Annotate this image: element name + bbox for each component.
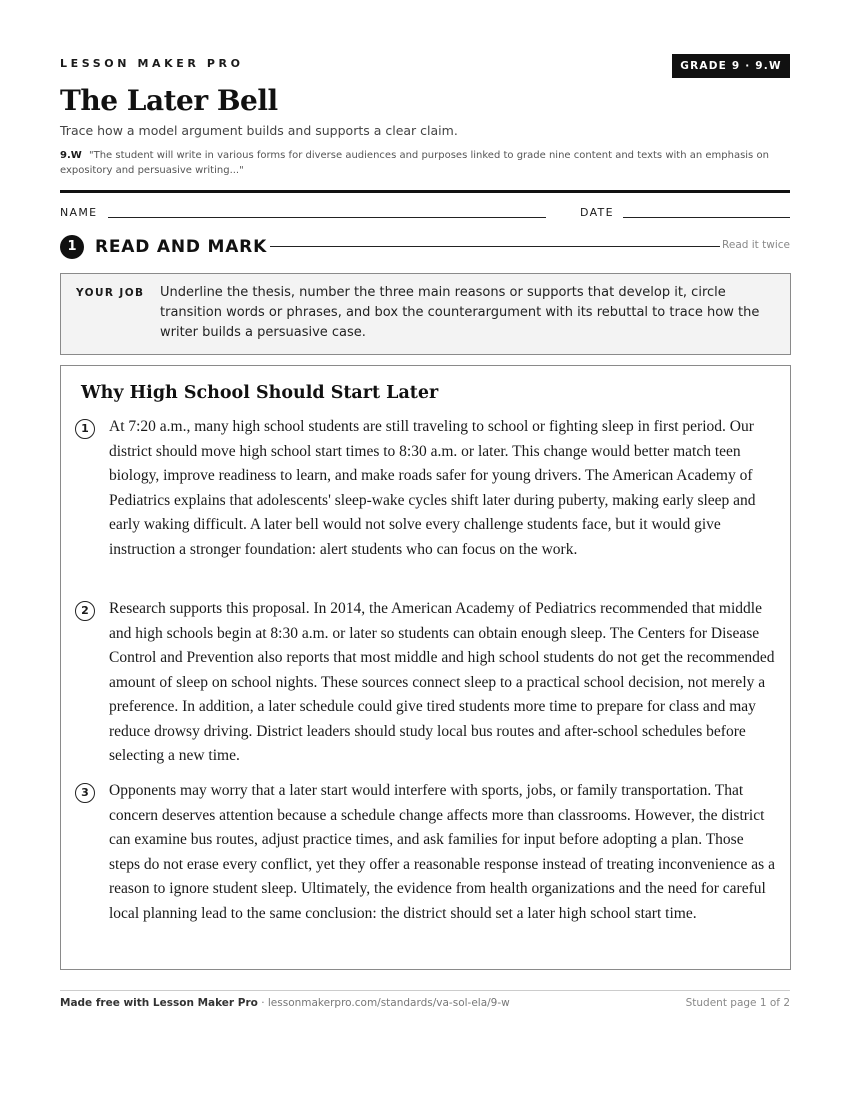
paragraph-number-badge: 3 [75, 783, 95, 803]
header-divider [60, 190, 790, 193]
paragraph-number-badge: 2 [75, 601, 95, 621]
page-subtitle: Trace how a model argument builds and supports a clear claim. [60, 123, 458, 138]
footer-divider [60, 990, 790, 991]
paragraph-text: At 7:20 a.m., many high school students are still traveling to school or fighting sleep in first period. Our district should move high school start times to 8:30 a.m. or later. This change would better match teen biology, improve readiness to learn, and make roads safer for young drivers. The American Academy of Pediatrics explains that adolescents' sleep-wake cycles shift later during puberty, making early sleep and early waking difficult. A later bell would not solve every challenge students face, but it would give instruction a stronger foundation: alert students who can focus on the work. [109, 418, 756, 558]
section-title: READ AND MARK [95, 237, 268, 257]
date-label: DATE [580, 206, 614, 219]
section-number-badge: 1 [60, 235, 84, 259]
grade-badge: GRADE 9 · 9.W [672, 54, 790, 78]
name-label: NAME [60, 206, 98, 219]
job-instructions-box [60, 273, 791, 355]
section-header [60, 235, 790, 259]
page-title: The Later Bell [60, 84, 278, 117]
passage-box [60, 365, 791, 970]
job-instructions-text: Underline the thesis, number the three main reasons or supports that develop it, circle transition words or phrases, and box the counterargument with its rebuttal to trace how the writer builds a persuasive case. [160, 285, 760, 340]
standard-text: "The student will write in various forms for diverse audiences and purposes linked to grade nine content and texts with an emphasis on expository and persuasive writing..." [60, 150, 769, 176]
footer-page-number: Student page 1 of 2 [685, 997, 790, 1009]
footer-url[interactable]: · lessonmakerpro.com/standards/va-sol-ela/9-w [257, 997, 510, 1009]
paragraph-text: Research supports this proposal. In 2014, the American Academy of Pediatrics recommended that middle and high schools begin at 8:30 a.m. or later so students can obtain enough sleep. The Centers for Disease Control and Prevention also reports that most middle and high school students do not get the recommended amount of sleep on school nights. These sources connect sleep to a practical school decision, not merely a preference. In addition, a later schedule could give tired students more time to prepare for class and may reduce drowsy driving. District leaders should study local bus routes and after-school schedules before selecting a new time. [109, 600, 775, 764]
section-note: Read it twice [722, 239, 790, 251]
brand-label: LESSON MAKER PRO [60, 57, 244, 70]
footer-made-with: Made free with Lesson Maker Pro [60, 997, 258, 1009]
job-label: YOUR JOB [76, 287, 145, 299]
standard-statement [60, 148, 790, 178]
passage-title: Why High School Should Start Later [81, 383, 439, 403]
paragraph-number-badge: 1 [75, 419, 95, 439]
date-field-line[interactable] [623, 217, 790, 218]
name-field-line[interactable] [108, 217, 546, 218]
paragraph-text: Opponents may worry that a later start would interfere with sports, jobs, or family transportation. That concern deserves attention because a schedule change affects more than classrooms. However, the district can examine bus routes, adjust practice times, and ask families for input before adopting a plan. Those steps do not erase every conflict, yet they offer a reasonable response instead of treating inconvenience as a reason to ignore student sleep. Ultimately, the evidence from health organizations and the need for careful local planning lead to the same conclusion: the district should set a later high school start time. [109, 782, 775, 922]
standard-code: 9.W [60, 150, 82, 161]
footer-credit [60, 997, 510, 1009]
section-rule [270, 246, 720, 247]
